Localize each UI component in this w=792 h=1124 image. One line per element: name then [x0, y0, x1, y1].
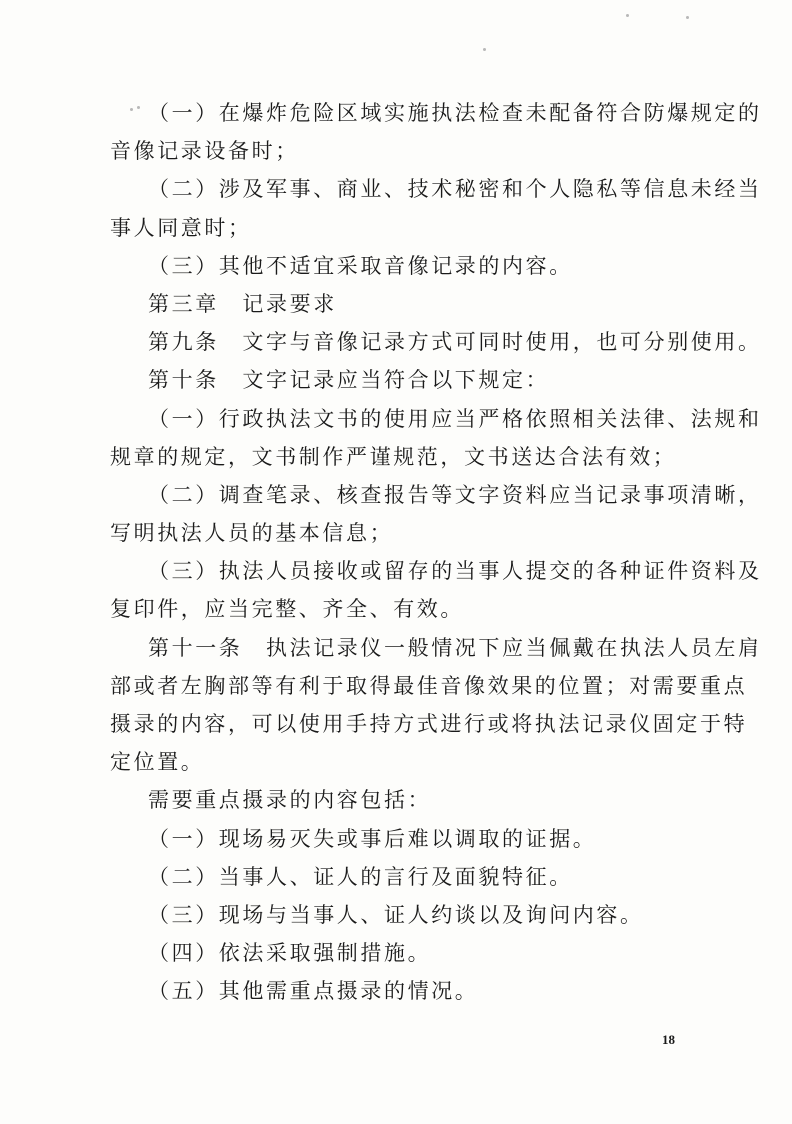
article-line: 第十条 文字记录应当符合以下规定：	[148, 368, 550, 393]
text-line: （二）调查笔录、核查报告等文字资料应当记录事项清晰，	[148, 482, 762, 507]
text-line: 写明执法人员的基本信息；	[110, 521, 394, 546]
scan-speck	[626, 14, 629, 17]
text-line: 摄录的内容，可以使用手持方式进行或将执法记录仪固定于特	[110, 712, 748, 736]
article-line: 第十一条 执法记录仪一般情况下应当佩戴在执法人员左肩	[148, 635, 762, 660]
list-item: （一）现场易灭失或事后难以调取的证据。	[148, 826, 597, 851]
text-line: 规章的规定，文书制作严谨规范，文书送达合法有效；	[110, 444, 677, 469]
text-line: 复印件，应当完整、齐全、有效。	[110, 597, 464, 622]
document-body	[110, 94, 762, 1011]
text-line: （一）行政执法文书的使用应当严格依照相关法律、法规和	[148, 406, 762, 431]
page-number: 18	[662, 1032, 675, 1047]
text-line: （三）其他不适宜采取音像记录的内容。	[148, 253, 573, 278]
scan-speck	[483, 48, 486, 51]
article-line: 第九条 文字与音像记录方式可同时使用，也可分别使用。	[148, 330, 762, 355]
list-item: （二）当事人、证人的言行及面貌特征。	[148, 864, 573, 889]
list-item: （四）依法采取强制措施。	[148, 941, 432, 966]
text-line: 部或者左胸部等有利于取得最佳音像效果的位置；对需要重点	[110, 673, 748, 698]
text-line: 定位置。	[110, 750, 205, 775]
text-line: （一）在爆炸危险区域实施执法检查未配备符合防爆规定的	[148, 101, 762, 125]
text-line: 事人同意时；	[110, 215, 252, 240]
scan-speck	[686, 16, 689, 19]
list-item: （三）现场与当事人、证人约谈以及询问内容。	[148, 902, 644, 927]
text-line: （二）涉及军事、商业、技术秘密和个人隐私等信息未经当	[148, 177, 762, 202]
text-line: 需要重点摄录的内容包括：	[148, 788, 432, 813]
text-line: （三）执法人员接收或留存的当事人提交的各种证件资料及	[148, 559, 762, 584]
chapter-heading: 第三章 记录要求	[148, 291, 337, 316]
list-item: （五）其他需重点摄录的情况。	[148, 979, 479, 1004]
text-line: 音像记录设备时；	[110, 139, 299, 164]
